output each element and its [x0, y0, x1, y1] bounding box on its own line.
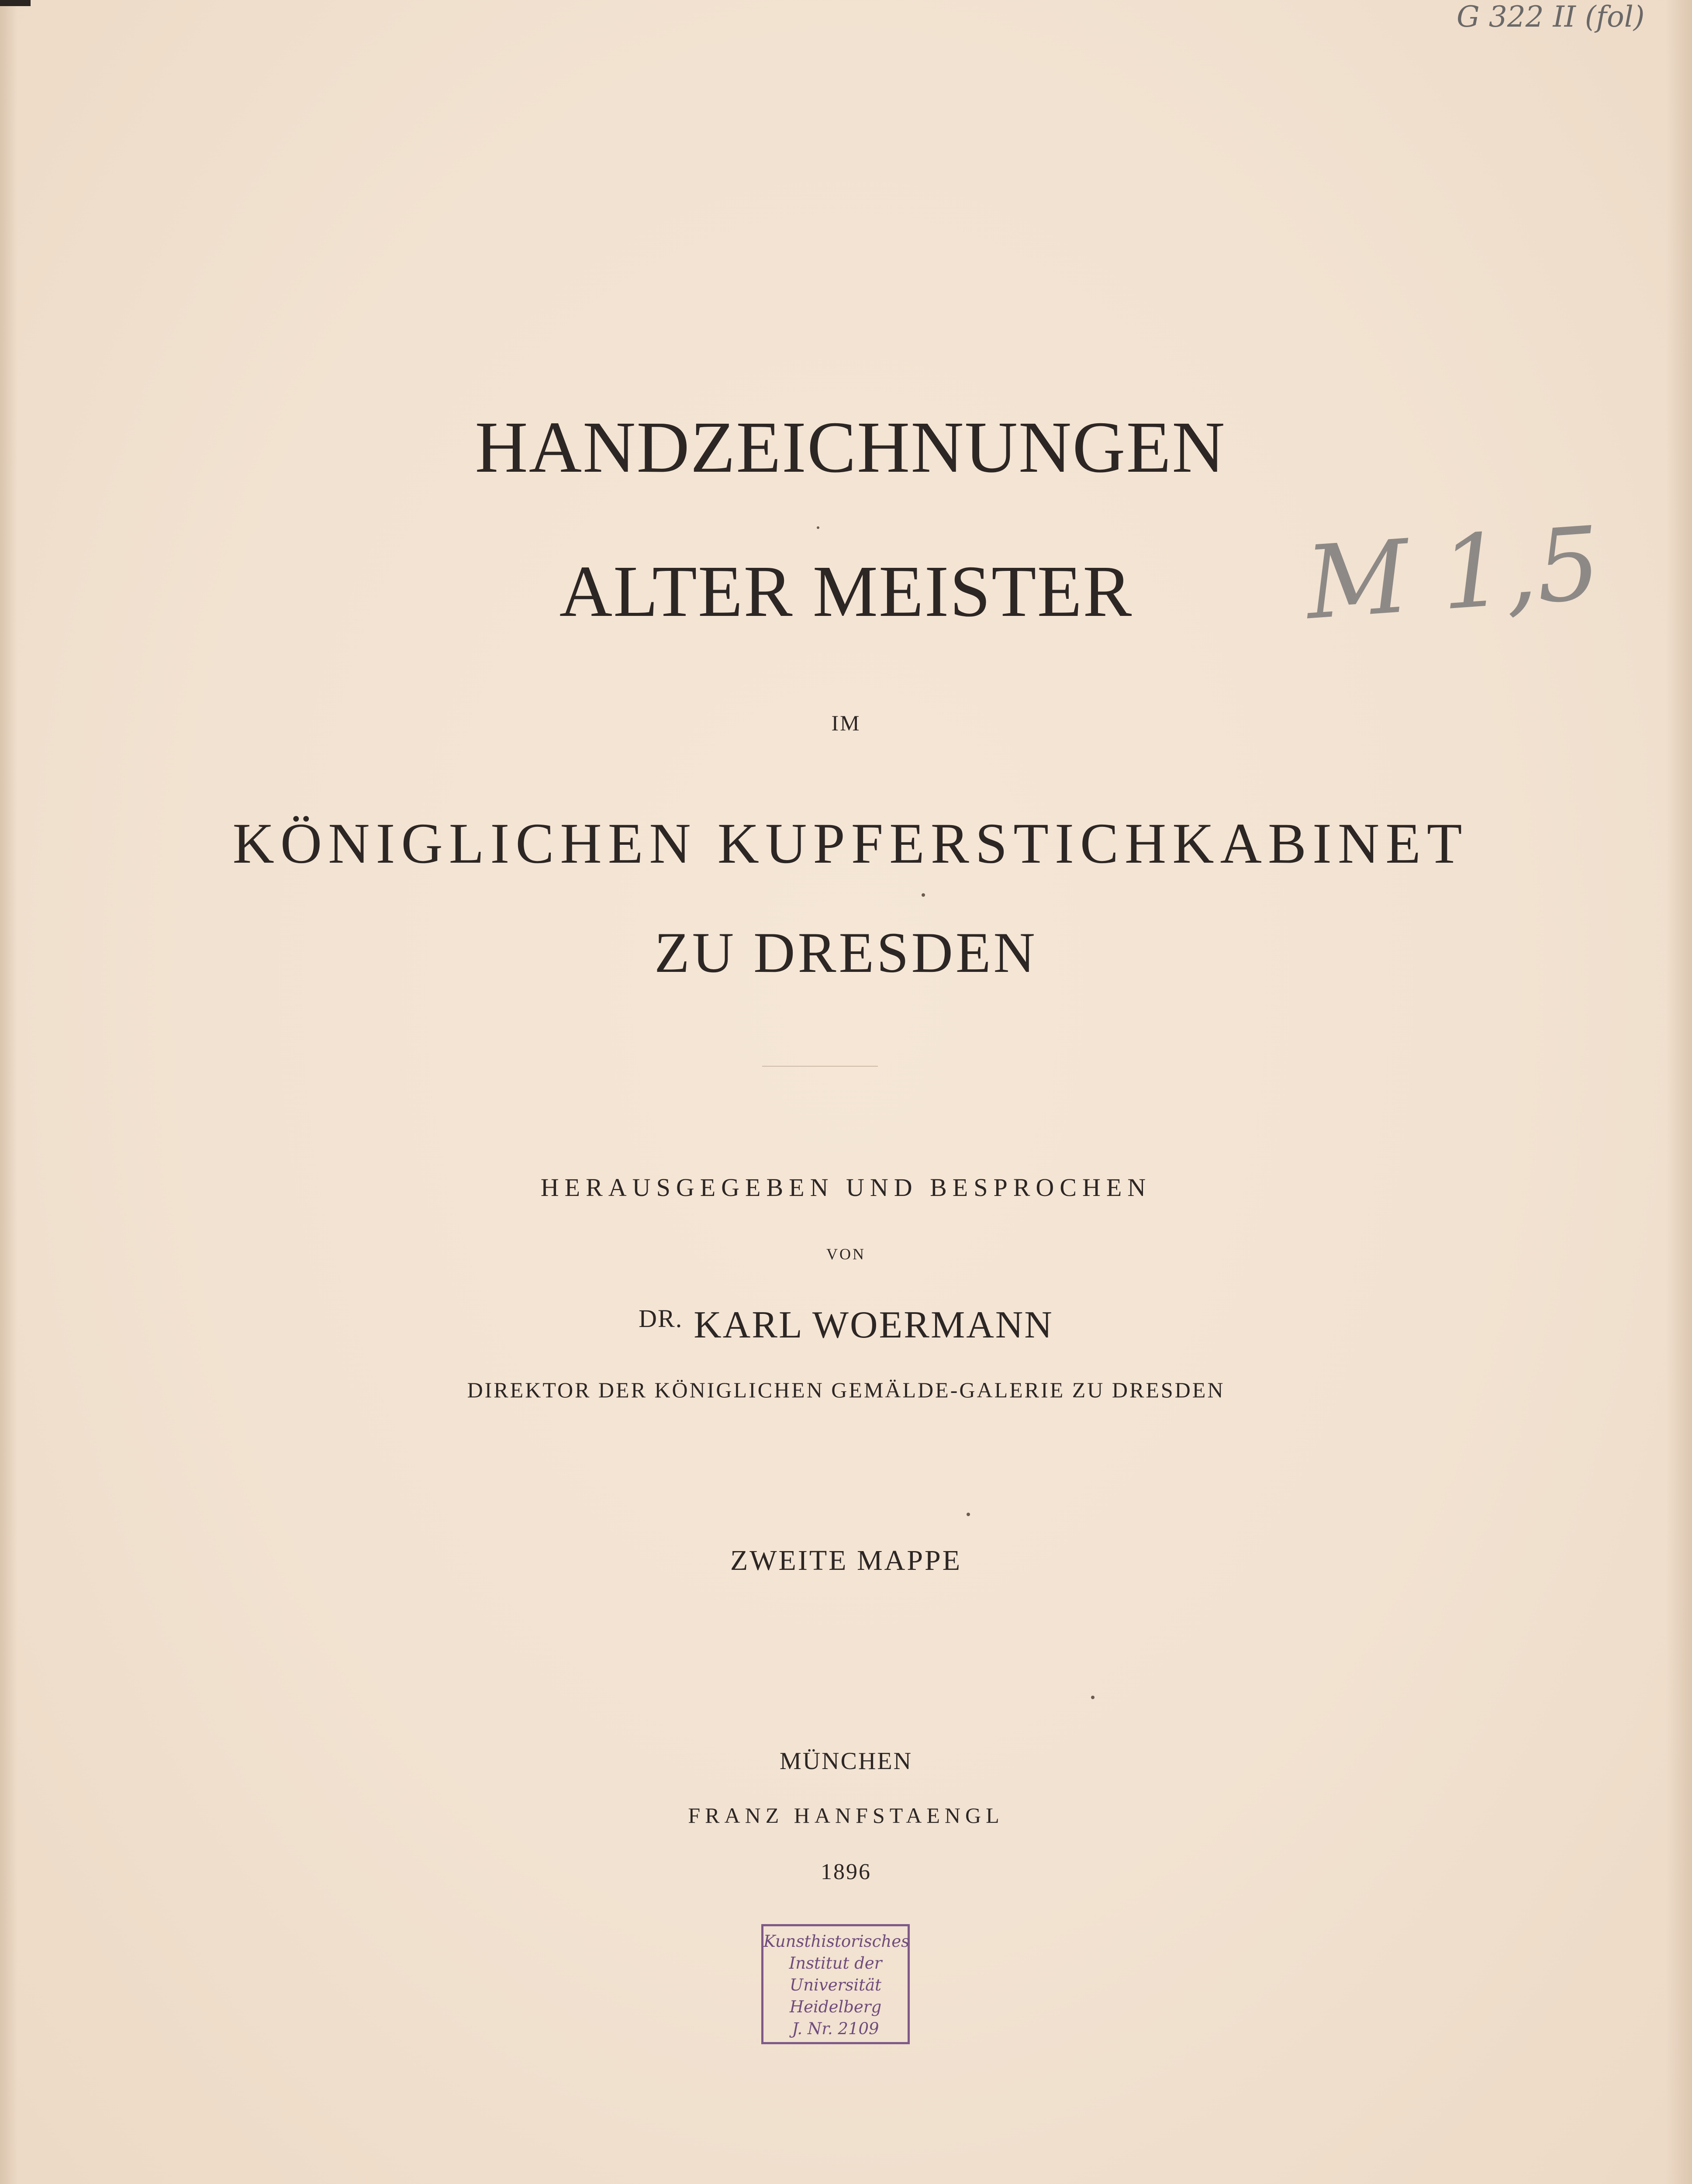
title-line-1: HANDZEICHNUNGEN: [475, 407, 1226, 488]
divider-rule: [762, 1066, 878, 1067]
handwritten-margin-note: M 1,5: [1302, 505, 1604, 643]
page-edge-shadow-right: [1666, 0, 1692, 2184]
paper-speck: [922, 893, 925, 897]
stamp-line: Kunsthistorisches: [763, 1932, 910, 1951]
handwritten-shelfmark: G 322 II (fol): [1457, 0, 1645, 34]
page-edge-shadow-left: [0, 0, 17, 2184]
publisher-text: FRANZ HANFSTAENGL: [688, 1803, 1004, 1828]
corner-mark: [0, 0, 31, 6]
stamp-line: Institut der: [789, 1954, 882, 1973]
stamp-line: Universität: [790, 1976, 881, 1994]
institution-line-2: ZU DRESDEN: [654, 920, 1038, 985]
author-title: DIREKTOR DER KÖNIGLICHEN GEMÄLDE-GALERIE ZU DRESDEN: [467, 1378, 1225, 1402]
title-line-2: ALTER MEISTER: [559, 551, 1133, 632]
von-text: VON: [826, 1245, 866, 1263]
paper-speck: [967, 1513, 970, 1516]
paper-speck: [817, 526, 819, 529]
year-text: 1896: [821, 1859, 871, 1884]
stamp-line: Heidelberg: [789, 1997, 882, 2016]
stamp-line: J. Nr. 2109: [792, 2019, 879, 2038]
place-text: MÜNCHEN: [779, 1748, 913, 1775]
author-prefix: DR.: [639, 1304, 683, 1333]
author-line: [0, 1306, 1692, 1344]
volume-text: ZWEITE MAPPE: [730, 1545, 962, 1576]
paper-speck: [1091, 1696, 1095, 1699]
author-name: KARL WOERMANN: [694, 1304, 1053, 1346]
edited-by-text: HERAUSGEGEBEN UND BESPROCHEN: [540, 1173, 1152, 1202]
institution-line-1: KÖNIGLICHEN KUPFERSTICHKABINET: [232, 811, 1468, 875]
preposition-text: IM: [831, 711, 861, 735]
library-stamp: [761, 1924, 910, 2044]
